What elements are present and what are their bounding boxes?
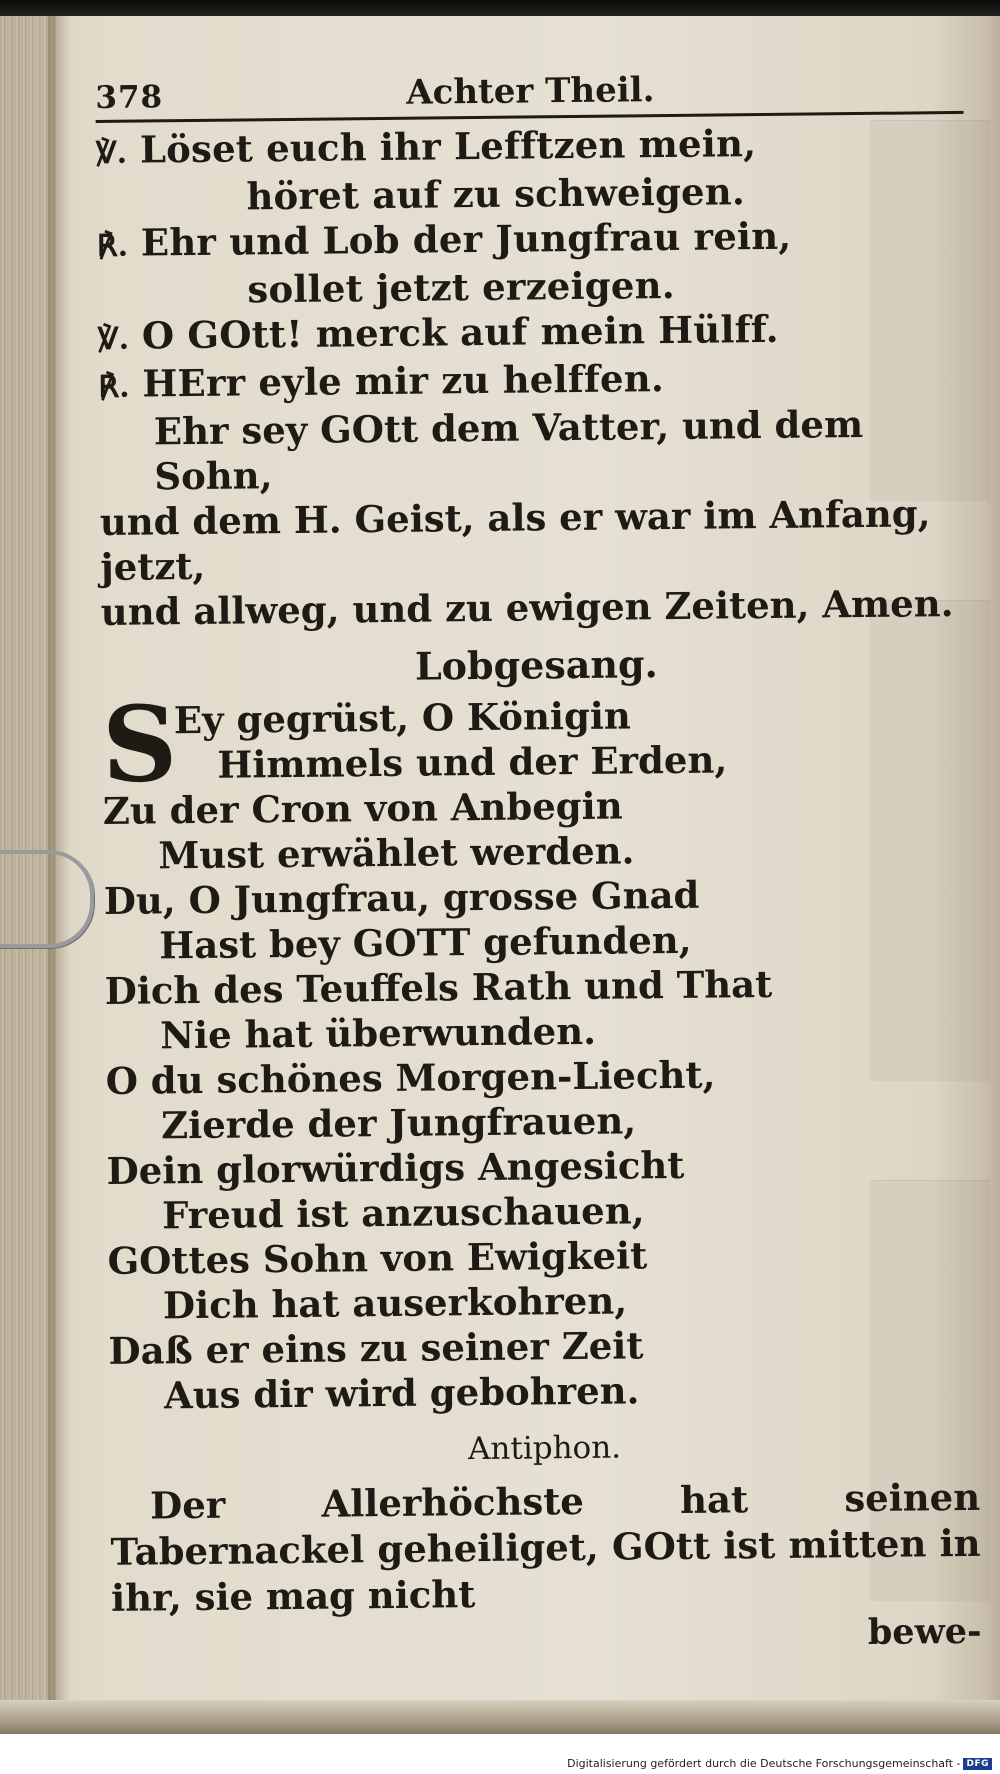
hymn-line: Zierde der Jungfrauen, [160,1098,637,1148]
hymn-line: Himmels und der Erden, [217,737,728,787]
hymn-line: Must erwählet werden. [158,828,635,878]
doxology-line: und dem H. Geist, als er war im Anfang, jetzt, [99,491,931,589]
digitization-credit [567,1757,992,1770]
hymn-line: Ey gegrüst, O Königin [173,693,631,743]
hymn [101,682,979,1419]
hymn-line: Daß er eins zu seiner Zeit [108,1323,644,1373]
running-head: Achter Theil. [406,70,655,113]
catchword: bewe- [867,1610,982,1653]
response-icon: ℟. [96,228,129,264]
response-line: ℟. HErr eyle mir zu helffen. [98,353,968,410]
doxology-line: und allweg, und zu ewigen Zeiten, Amen. [100,581,954,634]
page-number: 378 [95,79,164,116]
hymn-line: Freud ist anzuschauen, [161,1188,645,1238]
hymn-title: Lobgesang. [414,641,658,689]
hymn-line: Dich des Teuffels Rath und That [104,961,773,1013]
page-header [95,51,966,114]
hymn-line: Dein glorwürdigs Angesicht [106,1142,685,1193]
hymn-line: Hast bey GOTT gefunden, [159,917,692,968]
antiphon-text: Der Allerhöchste hat seinen Tabernackel geheiliget, GOtt ist mitten in ihr, sie mag nicht [110,1474,981,1620]
hymn-line: Dich hat auserkohren, [162,1278,628,1328]
credit-text: Digitalisierung gefördert durch die Deutsche Forschungsgemeinschaft - [567,1757,961,1770]
drop-cap: S [101,682,178,806]
versicle-icon: ℣. [97,321,130,357]
versicle-icon: ℣. [95,135,128,171]
hymn-line: GOttes Sohn von Ewigkeit [107,1233,648,1283]
doxology-line: Ehr sey GOtt dem Vatter, und dem Sohn, [153,401,864,499]
bottom-page-edge [0,1700,1000,1736]
versicle-continuation: höret auf zu schweigen. [246,169,746,219]
paper-clip-icon [0,850,94,948]
hymn-line: O du schönes Morgen-Liecht, [105,1052,716,1103]
hymn-line: Aus dir wird gebohren. [163,1368,640,1418]
versicle-line: ℣. Löset euch ihr Lefftzen mein, [96,119,966,176]
hymn-line: Zu der Cron von Anbegin [102,783,623,833]
versicles [96,105,969,410]
versicle-line: ℣. O GOtt! merck auf mein Hülff. [98,305,968,362]
response-icon: ℟. [98,369,130,405]
hymn-line: Du, O Jungfrau, grosse Gnad [103,872,700,923]
response-line: ℟. Ehr und Lob der Jungfrau rein, [97,212,967,269]
dfg-logo-icon: DFG [963,1758,992,1770]
response-continuation: sollet jetzt erzeigen. [247,262,675,312]
hymn-line: Nie hat überwunden. [159,1008,597,1058]
text-area [95,51,982,1661]
antiphon-title: Antiphon. [467,1429,622,1468]
